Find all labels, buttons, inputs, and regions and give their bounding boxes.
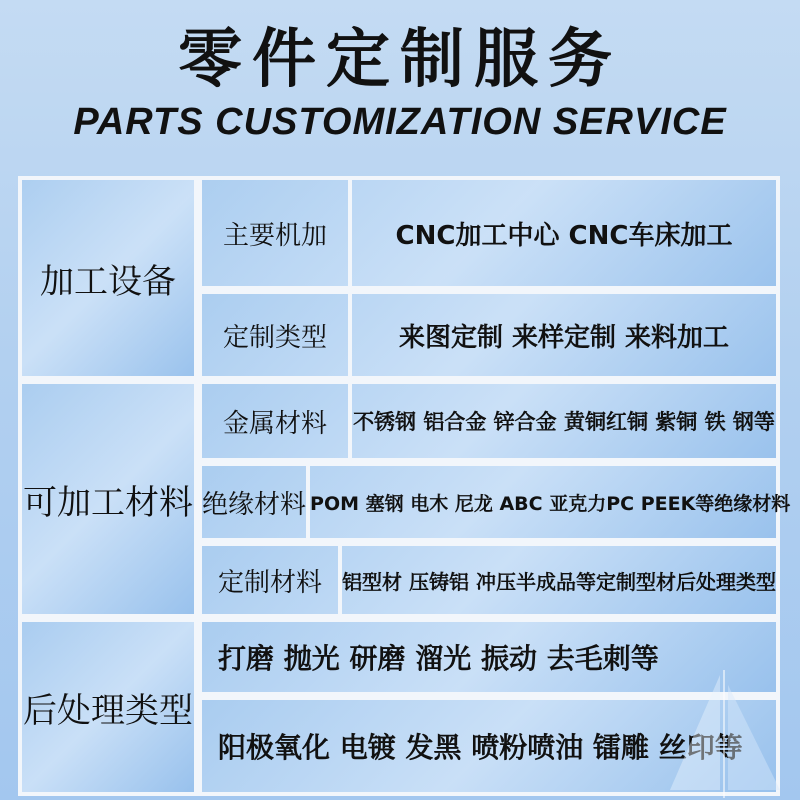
category-label: 可加工材料 (23, 482, 193, 523)
row-value: POM 塞钢 电木 尼龙 ABC 亚克力PC PEEK等绝缘材料 (310, 492, 791, 515)
table-row (198, 380, 780, 462)
row-value: 铝型材 压铸铝 冲压半成品等定制型材后处理类型 (342, 569, 776, 594)
row-label: 定制材料 (202, 546, 342, 614)
row-value: CNC加工中心 CNC车床加工 (395, 220, 733, 251)
page-title: 零件定制服务 (178, 23, 622, 97)
category-post-processing (18, 618, 198, 796)
row-label: 绝缘材料 (202, 466, 310, 538)
category-processing-equipment (18, 176, 198, 380)
category-label: 后处理类型 (23, 690, 193, 731)
row-value: 打磨 抛光 研磨 溜光 振动 去毛刺等 (218, 642, 659, 675)
row-value: 来图定制 来样定制 来料加工 (398, 322, 730, 353)
table-row (198, 176, 780, 290)
table-row (198, 290, 780, 380)
category-label: 加工设备 (40, 261, 176, 302)
row-label: 主要机加 (202, 180, 352, 286)
category-processable-materials (18, 380, 198, 618)
row-label: 定制类型 (202, 294, 352, 376)
page-subtitle: PARTS CUSTOMIZATION SERVICE (73, 101, 727, 143)
row-label: 金属材料 (202, 384, 352, 458)
row-value: 阳极氧化 电镀 发黑 喷粉喷油 镭雕 丝印等 (218, 731, 743, 764)
table-row (198, 462, 791, 542)
table-row (198, 542, 780, 618)
row-value: 不锈钢 铝合金 锌合金 黄铜红铜 紫铜 铁 钢等 (353, 410, 775, 434)
sail-decoration-icon (650, 670, 790, 800)
